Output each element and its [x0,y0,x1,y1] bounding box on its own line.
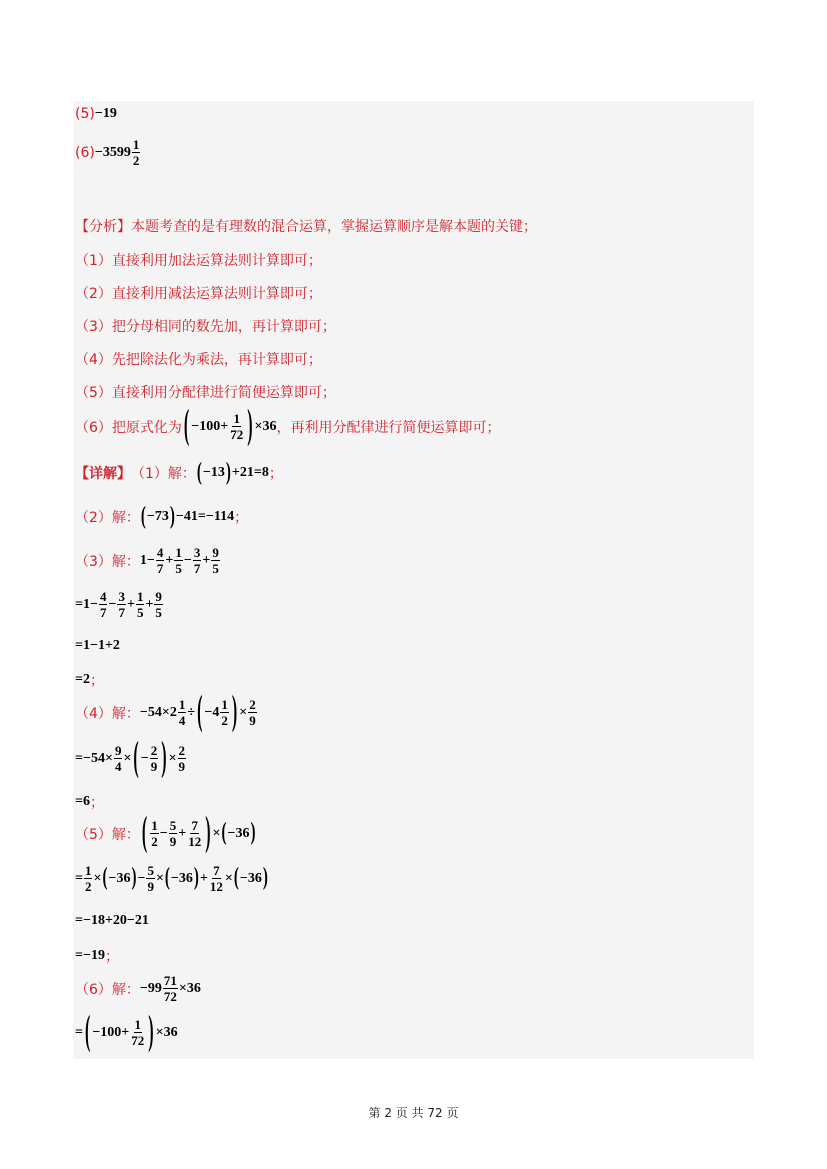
detail-5-step-2: =−18+20−21 [75,913,149,928]
detail-2: （2）解： ( −73 ) −41=−114 ； [75,502,249,530]
analysis-step-1: （1）直接利用加法运算法则计算即可； [75,253,322,269]
answer-5-value: −19 [94,106,117,121]
detail-6-step-1: = ( −100+ $\frac{1}{72}$ ) ×36 [75,1009,178,1054]
detail-3: （3）解： 1− $\frac{4}{7}$ + $\frac{1}{5}$ − $\frac{3}{7}$ + $\frac{9}{5}$ [75,545,219,576]
content-panel [73,101,754,1059]
detail-5-result: =−19 ； [75,948,119,965]
analysis-step-6: （6）把原式化为 ( −100+ $\frac{1}{72}$ ) ×36 ，再利用分配律进行简便运算即可； [75,403,501,448]
detail-3-step-1: =1− $\frac{4}{7}$ − $\frac{3}{7}$ + $\frac{1}{5}$ + $\frac{9}{5}$ [75,589,162,620]
detail-3-step-2: =1−1+2 [75,638,120,653]
detail-1: 【详解】 （1）解： ( −13 ) +21=8 ； [75,458,283,486]
analysis-step-2: （2）直接利用减法运算法则计算即可； [75,286,322,302]
answer-6 [75,138,141,167]
detail-6: （6）解： −99 $\frac{71}{72}$ ×36 [75,973,201,1004]
detail-tag: 【详解】 [75,466,131,482]
analysis-step-3: （3）把分母相同的数先加，再计算即可； [75,319,336,335]
detail-4-step-1: =−54× $\frac{9}{4}$ × ( − $\frac{2}{9}$ ) × $\frac{2}{9}$ [75,735,186,780]
analysis-step-5: （5）直接利用分配律进行简便运算即可； [75,385,336,401]
detail-4: （4）解： −54×2 $\frac{1}{4}$ ÷ ( −4 $\frac{1}{2}$ ) × $\frac{2}{9}$ [75,689,256,734]
answer-5-label: (5) [75,106,95,122]
analysis-step-4: （4）先把除法化为乘法，再计算即可； [75,352,322,368]
answer-6-value: −3599 $\frac{1}{2}$ [94,137,140,168]
detail-5-step-1: = $\frac{1}{2}$ × ( −36 ) − $\frac{5}{9}$ × ( −36 ) + $\frac{7}{12}$ × ( −36 ) [75,863,268,894]
answer-6-label: (6) [75,144,95,161]
analysis-heading: 【分析】本题考查的是有理数的混合运算，掌握运算顺序是解本题的关键； [75,219,537,235]
detail-3-result: =2 ； [75,672,104,689]
answer-5 [75,106,117,122]
detail-5: （5）解： ( $\frac{1}{2}$ − $\frac{5}{9}$ + $\frac{7}{12}$ ) × ( −36 ) [75,810,256,855]
analysis-6-expression: ( −100+ $\frac{1}{72}$ ) ×36 [183,403,277,448]
detail-4-result: =6 ； [75,794,104,811]
page-footer: 第 2 页 共 72 页 [368,1106,459,1120]
